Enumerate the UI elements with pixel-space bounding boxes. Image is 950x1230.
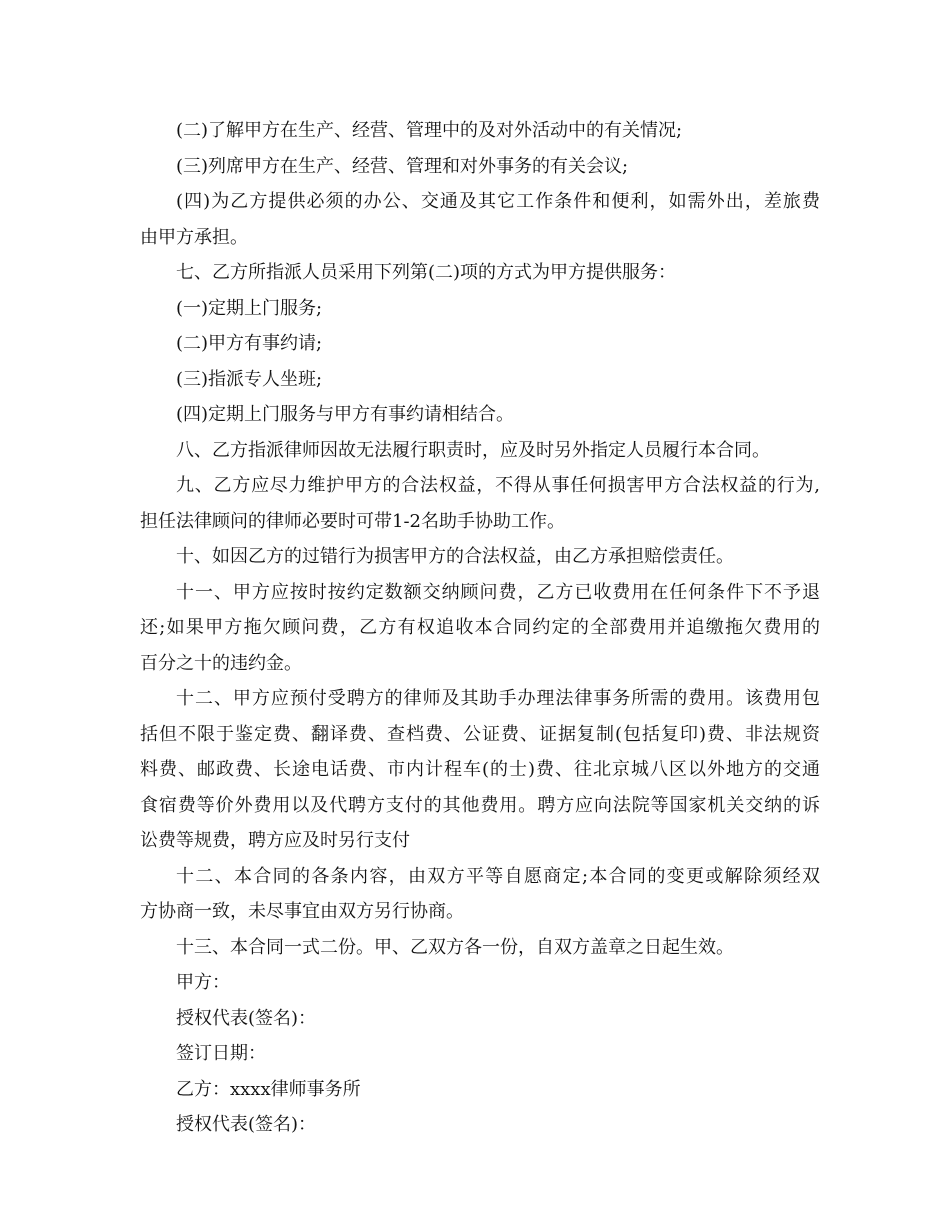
contract-text-block <box>140 113 820 1143</box>
clause-9-continued: 担任法律顾问的律师必要时可带1-2名助手协助工作。 <box>140 510 565 532</box>
clause-10: 十、如因乙方的过错行为损害甲方的合法权益，由乙方承担赔偿责任。 <box>176 546 734 567</box>
clause-11: 十一、甲方应按时按约定数额交纳顾问费，乙方已收费用在任何条件下不予退 <box>176 581 820 603</box>
clause-12b-continued: 方协商一致，未尽事宜由双方另行协商。 <box>140 901 464 922</box>
clause-12-continued: 料费、邮政费、长途电话费、市内计程车(的士)费、往北京城八区以外地方的交通 <box>140 759 820 780</box>
clause-9: 九、乙方应尽力维护甲方的合法权益，不得从事任何损害甲方合法权益的行为, <box>176 475 820 496</box>
party-a-label: 甲方： <box>176 972 230 993</box>
text-line: (三)列席甲方在生产、经营、管理和对外事务的有关会议; <box>176 155 629 177</box>
clause-12-continued: 食宿费等价外费用以及代聘方支付的其他费用。聘方应向法院等国家机关交纳的诉 <box>140 794 820 816</box>
party-a-representative-label: 授权代表(签名)： <box>176 1007 317 1029</box>
clause-12-continued: 括但不限于鉴定费、翻译费、查档费、公证费、证据复制(包括复印)费、非法规资 <box>140 723 820 745</box>
party-b-label: 乙方：xxxx律师事务所 <box>176 1078 361 1100</box>
party-b-representative-label: 授权代表(签名)： <box>176 1114 317 1135</box>
clause-7-heading: 七、乙方所指派人员采用下列第(二)项的方式为甲方提供服务： <box>176 262 677 283</box>
clause-7-option-4: (四)定期上门服务与甲方有事约请相结合。 <box>176 404 515 425</box>
signing-date-label: 签订日期： <box>176 1043 266 1064</box>
clause-12-continued: 讼费等规费，聘方应及时另行支付 <box>140 830 410 851</box>
clause-8: 八、乙方指派律师因故无法履行职责时，应及时另外指定人员履行本合同。 <box>176 439 770 461</box>
text-line: 由甲方承担。 <box>140 226 248 248</box>
clause-11-continued: 还;如果甲方拖欠顾问费，乙方有权追收本合同约定的全部费用并追缴拖欠费用的 <box>140 617 820 638</box>
text-line: (四)为乙方提供必须的办公、交通及其它工作条件和便利，如需外出，差旅费 <box>176 191 820 212</box>
clause-12: 十二、甲方应预付受聘方的律师及其助手办理法律事务所需的费用。该费用包 <box>176 688 820 709</box>
text-line: (二)了解甲方在生产、经营、管理中的及对外活动中的有关情况; <box>176 120 683 141</box>
clause-7-option-1: (一)定期上门服务; <box>176 297 323 319</box>
clause-7-option-2: (二)甲方有事约请; <box>176 333 323 354</box>
clause-11-continued: 百分之十的违约金。 <box>140 652 302 674</box>
clause-13: 十三、本合同一式二份。甲、乙双方各一份，自双方盖章之日起生效。 <box>176 936 734 958</box>
clause-7-option-3: (三)指派专人坐班; <box>176 368 323 390</box>
clause-12b: 十二、本合同的各条内容，由双方平等自愿商定;本合同的变更或解除须经双 <box>176 865 820 887</box>
